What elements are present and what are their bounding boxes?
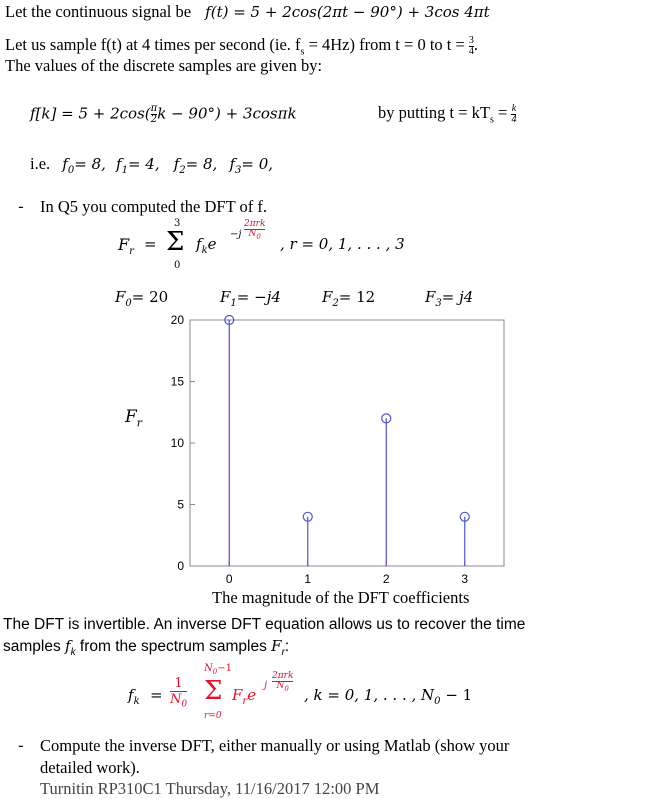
inverse-line-1: The DFT is invertible. An inverse DFT equation allows us to recover the time [3, 616, 526, 633]
sample-f3: $f_3$ [229, 155, 242, 176]
y-tick-label: 5 [177, 497, 184, 512]
stem-series [225, 316, 470, 567]
y-axis-label: $F_r$ [125, 407, 143, 430]
x-tick-label: 0 [225, 572, 233, 586]
sample-f0: $f_0$ [62, 155, 75, 176]
sigma-symbol: Σ [166, 227, 185, 257]
coeff-F1: $F_1= -j4$ [220, 288, 281, 309]
signal-definition: f(t) = 5 + 2cos(2πt − 90°) + 3cos 4πt [205, 3, 490, 21]
inverse-line-2: samples $f_k$ from the spectrum samples $F_r$: [3, 637, 290, 659]
y-tick-label: 15 [170, 374, 184, 389]
coeff-F2: $F_2= 12$ [322, 288, 376, 309]
y-tick-label: 0 [177, 559, 184, 573]
x-tick-label: 2 [382, 572, 390, 586]
intro-line-2: Let us sample f(t) at 4 times per second (ie. $f_s = 4Hz$) from t = 0 to t = $\frac{3}{4}$ . [5, 34, 479, 58]
coeff-F0: $F_0= 20$ [115, 288, 169, 309]
plot-area [190, 320, 504, 566]
sample-f1: $f_1$ [116, 155, 128, 176]
dft-equation: $F_r$ = 3 Σ 0 $f_ke$ −j 2πrk $N_0$ , r = 0, 1, . . . , 3 [118, 218, 405, 271]
dft-exponent-fraction: 2πrk $N_0$ [244, 219, 266, 241]
idft-normalization: 1 $N_0$ [170, 676, 188, 710]
idft-equation: $f_k$ = 1 $N_0$ $N_0-1$ Σ r=0 $F_re$ j 2πrk $N_0$ , k = 0, 1, . . . , $N_0 - 1$ [128, 663, 473, 721]
coeff-F3: $F_3= j4$ [425, 288, 474, 309]
task-line-2: detailed work). [40, 758, 140, 777]
sampling-substitution: by putting $t = kT_s$ = $\frac{k}{4}$ [378, 102, 517, 126]
intro-line-3: The values of the discrete samples are given by: [5, 56, 323, 75]
y-tick-label: 10 [170, 436, 184, 450]
sample-values: i.e. $f_0= 8$, $f_1= 4$, $f_2= 8$, $f_3= 0$, [30, 154, 274, 176]
idft-exponent-fraction: 2πrk $N_0$ [272, 671, 294, 693]
x-axis-ticks [226, 561, 469, 586]
task-line-1: Compute the inverse DFT, either manually or using Matlab (show your [40, 736, 510, 755]
x-tick-label: 3 [461, 572, 469, 586]
sample-f2: $f_2$ [173, 155, 186, 176]
y-axis-ticks [171, 313, 195, 573]
sample-equation: f[k] = 5 + 2cos( $\frac{\pi}{2}$ k − 90°) + 3cosπk [30, 103, 297, 125]
y-tick-label: 20 [170, 313, 184, 327]
footer-clipped: Turnitin RP310C1 Thursday, 11/16/2017 12:00 PM [40, 779, 380, 798]
intro-text: Let the continuous signal be [5, 2, 192, 21]
bullet-q5: - [18, 197, 24, 216]
bullet-task: - [18, 736, 24, 755]
dft-lhs: $F_r$ [118, 235, 134, 258]
q5-text: In Q5 you computed the DFT of f. [40, 197, 267, 216]
sigma-symbol: Σ [204, 676, 223, 706]
chart-title: The magnitude of the DFT coefficients [212, 588, 470, 607]
x-tick-label: 1 [304, 572, 312, 586]
